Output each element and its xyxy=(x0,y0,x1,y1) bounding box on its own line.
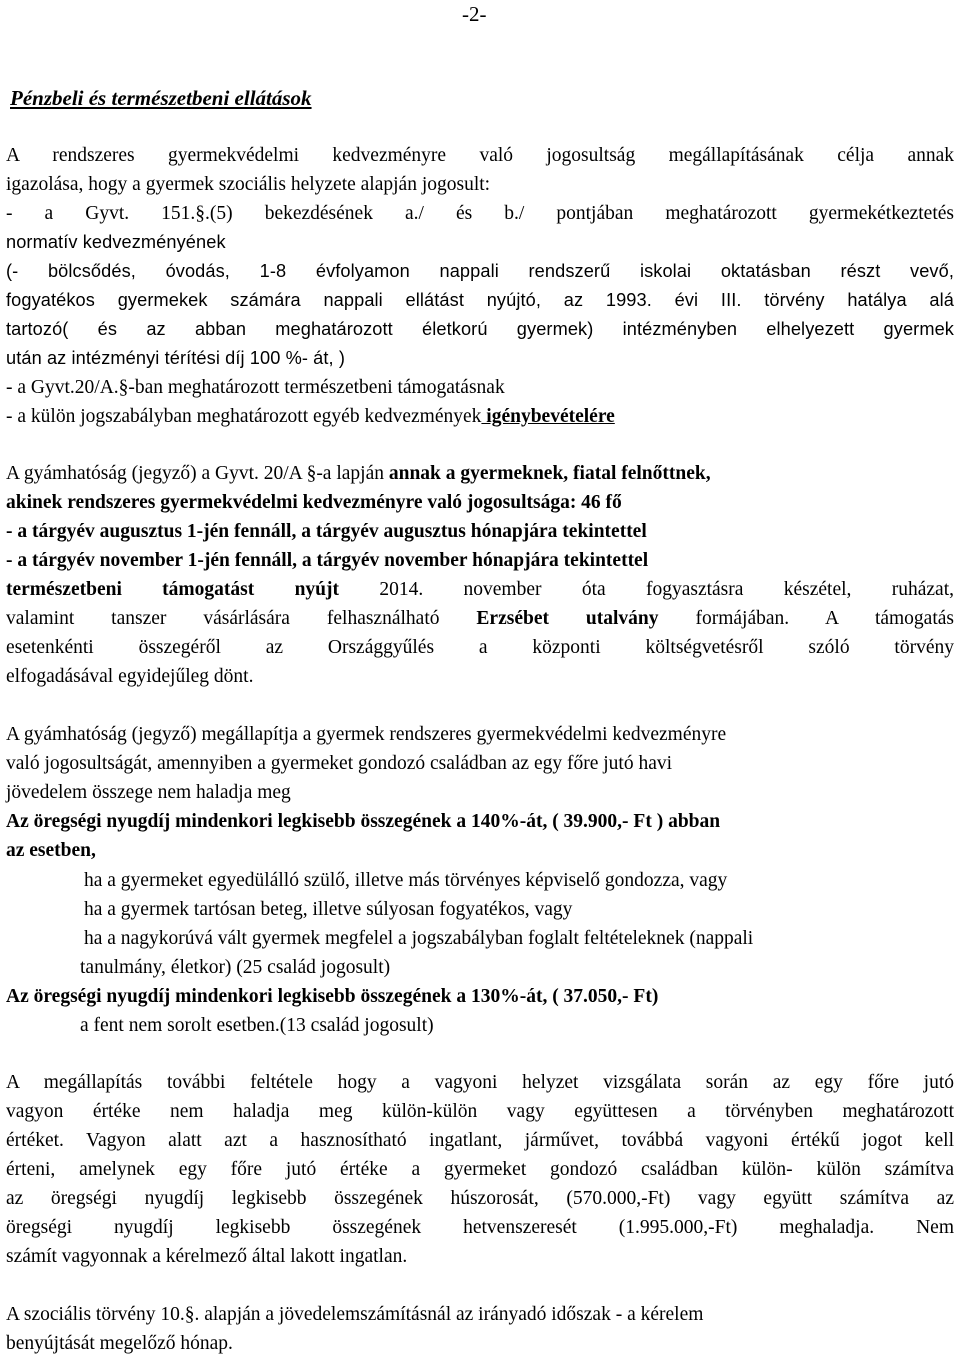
text-line: A megállapítás további feltétele hogy a vagyoni helyzet vizsgálata során az egy főre jutó xyxy=(6,1072,954,1093)
section-title: Pénzbeli és természetbeni ellátások xyxy=(10,86,312,110)
text-line: után az intézményi térítési díj 100 %- át, ) xyxy=(6,348,346,368)
text-span: valamint tanszer vásárlására felhasználható xyxy=(6,608,477,629)
text-line: való jogosultságát, amennyiben a gyermeket gondozó családban az egy főre jutó havi xyxy=(6,753,673,774)
text-line: A gyámhatóság (jegyző) megállapítja a gyermek rendszeres gyermekvédelmi kedvezményre xyxy=(6,724,727,745)
text-line: igazolása, hogy a gyermek szociális helyzete alapján jogosult: xyxy=(6,174,491,195)
text-line: - a tárgyév augusztus 1-jén fennáll, a tárgyév augusztus hónapjára tekintettel xyxy=(6,521,647,542)
text-line: ha a gyermeket egyedülálló szülő, illetve más törvényes képviselő gondozza, vagy xyxy=(84,870,728,891)
text-line: ha a gyermek tartósan beteg, illetve súlyosan fogyatékos, vagy xyxy=(84,899,573,920)
text-line: ha a nagykorúvá vált gyermek megfelel a jogszabályban foglalt feltételeknek (nappali xyxy=(84,928,754,949)
page-number: -2- xyxy=(462,2,487,26)
text-line xyxy=(6,402,954,431)
text-line: - a tárgyév november 1-jén fennáll, a tárgyév november hónapjára tekintettel xyxy=(6,550,649,571)
bold-text: természetbeni támogatást nyújt xyxy=(6,579,339,600)
text-line: a fent nem sorolt esetben.(13 család jogosult) xyxy=(80,1015,434,1036)
text-line: tanulmány, életkor) (25 család jogosult) xyxy=(80,957,391,978)
text-line: öregségi nyugdíj legkisebb összegének hetvenszeresét (1.995.000,-Ft) meghaladja. Nem xyxy=(6,1217,954,1238)
text-line: A rendszeres gyermekvédelmi kedvezményre való jogosultság megállapításának célja annak xyxy=(6,145,954,166)
text-line xyxy=(6,575,954,604)
text-line: akinek rendszeres gyermekvédelmi kedvezményre való jogosultsága: 46 fő xyxy=(6,492,622,513)
text-line: normatív kedvezményének xyxy=(6,232,226,252)
text-line: érteni, amelynek egy főre jutó értéke a gyermeket gondozó családban külön- külön számítva xyxy=(6,1159,954,1180)
text-line: Az öregségi nyugdíj mindenkori legkisebb összegének a 130%-át, ( 37.050,- Ft) xyxy=(6,986,659,1007)
text-line: az esetben, xyxy=(6,840,96,861)
text-line: benyújtását megelőző hónap. xyxy=(6,1333,233,1354)
text-line: (- bölcsődés, óvodás, 1-8 évfolyamon nappali rendszerű iskolai oktatásban részt vevő, xyxy=(6,261,954,281)
text-span: 2014. november óta fogyasztásra készétel, ruházat, xyxy=(339,579,954,600)
text-line: jövedelem összege nem haladja meg xyxy=(6,782,291,803)
underlined-text: igénybevételére xyxy=(481,406,615,427)
text-line: - a Gyvt. 151.§.(5) bekezdésének a./ és b./ pontjában meghatározott gyermekétkeztetés xyxy=(6,203,954,224)
text-line: számít vagyonnak a kérelmező által lakott ingatlan. xyxy=(6,1246,408,1267)
text-span: - a külön jogszabályban meghatározott egyéb kedvezmények xyxy=(6,406,482,427)
text-line: esetenkénti összegéről az Országgyűlés a központi költségvetésről szóló törvény xyxy=(6,637,954,658)
text-line: az öregségi nyugdíj legkisebb összegének húszorosát, (570.000,-Ft) vagy együtt számítva az xyxy=(6,1188,954,1209)
text-line: értéket. Vagyon alatt azt a hasznosítható ingatlant, járművet, továbbá vagyoni értékű jogot kell xyxy=(6,1130,954,1151)
text-line: vagyon értéke nem haladja meg külön-külön vagy együttesen a törvényben meghatározott xyxy=(6,1101,954,1122)
text-line: elfogadásával egyidejűleg dönt. xyxy=(6,666,254,687)
text-line: fogyatékos gyermekek számára nappali ellátást nyújtó, az 1993. évi III. törvény hatálya alá xyxy=(6,290,954,310)
text-line: tartozó( és az abban meghatározott életkorú gyermek) intézményben elhelyezett gyermek xyxy=(6,319,954,339)
text-line: - a Gyvt.20/A.§-ban meghatározott természetbeni támogatásnak xyxy=(6,377,505,398)
text-span: A gyámhatóság (jegyző) a Gyvt. 20/A §-a lapján xyxy=(6,463,389,484)
text-line xyxy=(6,604,954,633)
bold-text: annak a gyermeknek, fiatal felnőttnek, xyxy=(388,463,711,484)
text-line xyxy=(6,459,954,488)
bold-text: Erzsébet utalvány xyxy=(476,608,659,629)
text-span: formájában. A támogatás xyxy=(658,608,954,629)
text-line: A szociális törvény 10.§. alapján a jövedelemszámításnál az irányadó időszak - a kérelem xyxy=(6,1304,704,1325)
text-line: Az öregségi nyugdíj mindenkori legkisebb összegének a 140%-át, ( 39.900,- Ft ) abban xyxy=(6,811,721,832)
